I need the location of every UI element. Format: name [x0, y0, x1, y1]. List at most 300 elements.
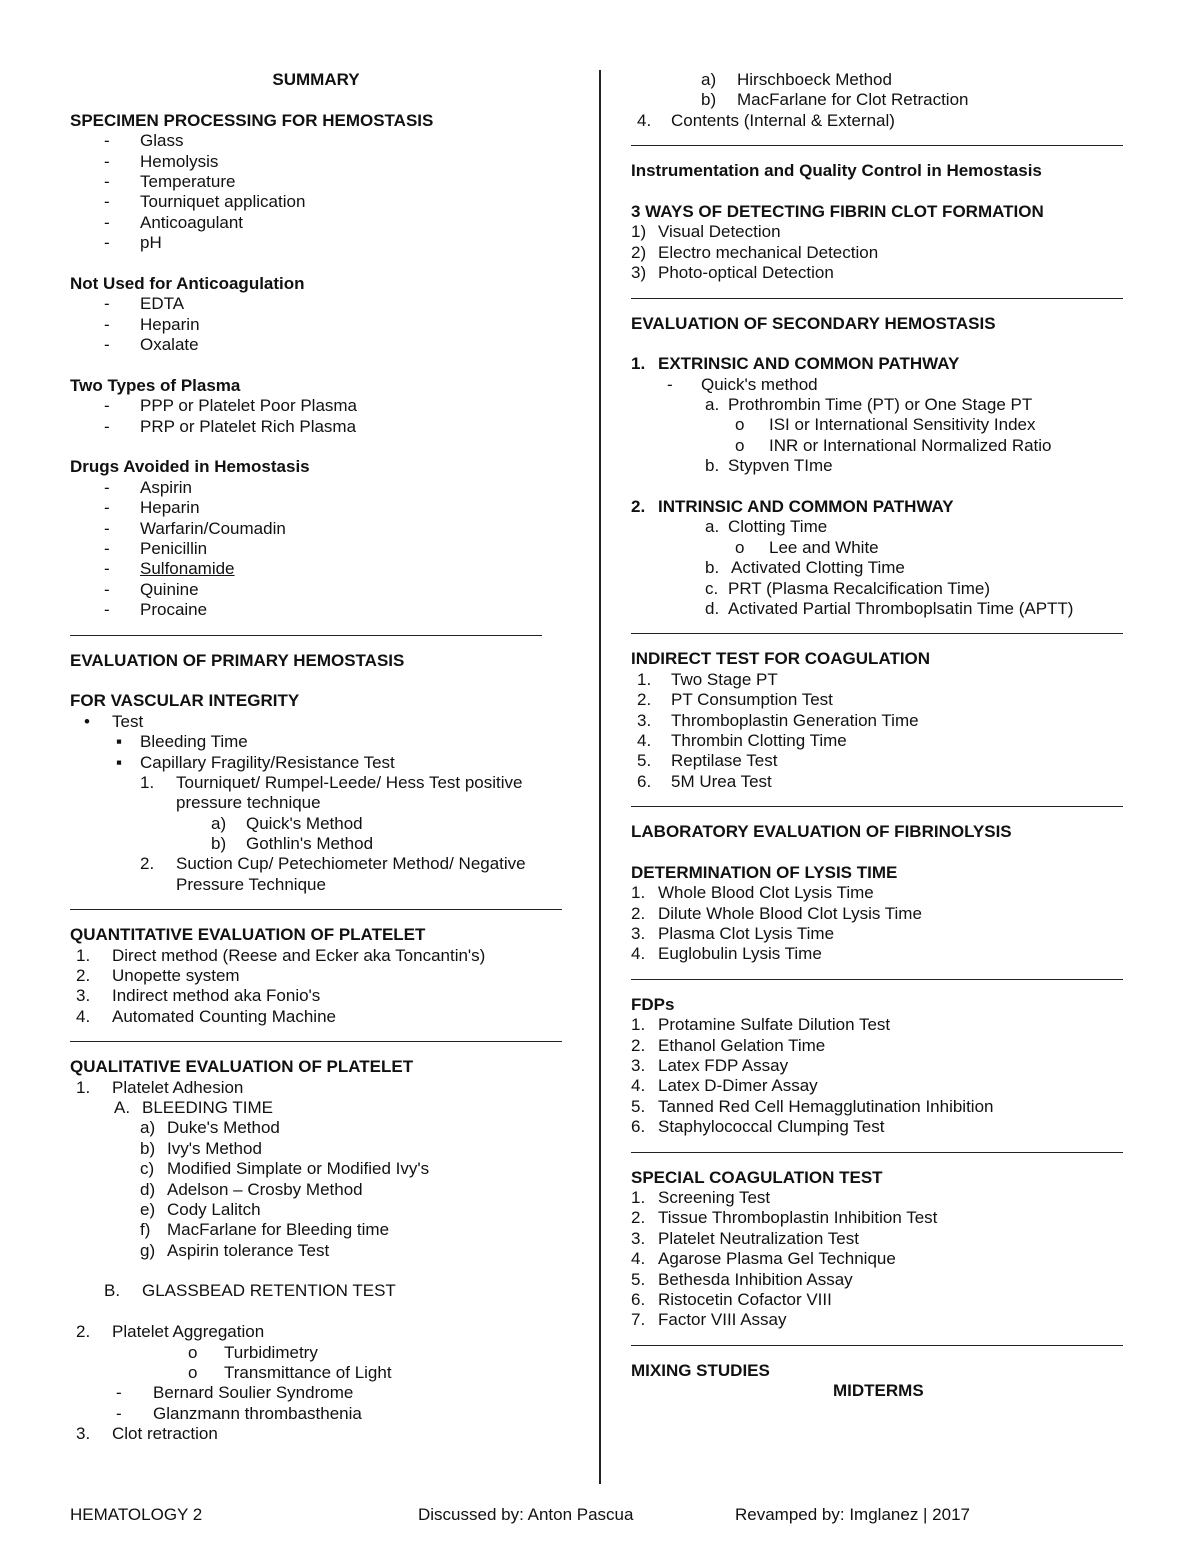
list-item — [70, 1343, 562, 1363]
list-item-text: Latex D-Dimer Assay — [658, 1076, 818, 1096]
section-heading — [631, 1168, 1123, 1188]
section-heading-text: DETERMINATION OF LYSIS TIME — [631, 862, 898, 882]
list-item-text: Aspirin tolerance Test — [167, 1240, 330, 1260]
list-item-text: Penicillin — [140, 538, 208, 558]
list-item-text: Automated Counting Machine — [112, 1006, 336, 1026]
section-heading-text: Not Used for Anticoagulation — [70, 273, 305, 293]
list-item — [70, 213, 562, 233]
list-item — [70, 1159, 562, 1179]
list-item — [631, 1188, 1123, 1208]
list-item — [70, 1363, 562, 1383]
list-item-text: PT Consumption Test — [671, 690, 833, 710]
section-divider — [631, 1138, 1123, 1168]
list-marker: - — [104, 396, 110, 416]
list-marker: 2. — [76, 1322, 91, 1342]
list-marker: 4. — [631, 1076, 646, 1096]
list-item — [70, 1139, 562, 1159]
list-marker: o — [735, 435, 745, 455]
list-item — [631, 1015, 1123, 1035]
list-item — [70, 417, 562, 437]
list-item — [70, 1007, 562, 1027]
list-marker: 3. — [76, 1424, 91, 1444]
list-item — [70, 131, 562, 151]
list-item-text: Aspirin — [140, 477, 192, 497]
section-heading — [631, 202, 1123, 222]
list-marker: 2. — [631, 903, 646, 923]
list-item-text: Test — [112, 711, 144, 731]
list-item-text: Warfarin/Coumadin — [140, 518, 286, 538]
list-item — [70, 233, 562, 253]
right-column — [631, 70, 1123, 1401]
list-item-text: Two Stage PT — [671, 669, 778, 689]
list-item — [631, 1117, 1123, 1137]
list-marker: - — [104, 294, 110, 314]
list-item-text: Tissue Thromboplastin Inhibition Test — [658, 1208, 938, 1228]
list-marker: 5. — [631, 1269, 646, 1289]
list-marker: 1) — [631, 222, 647, 242]
list-item — [631, 772, 1123, 792]
list-marker: b. — [705, 456, 720, 476]
sub-heading — [631, 354, 1123, 374]
list-marker: 4. — [637, 730, 652, 750]
text-line-text: GLASSBEAD RETENTION TEST — [142, 1281, 396, 1301]
spacer — [70, 90, 562, 110]
list-marker: - — [116, 1383, 122, 1403]
list-item-text: Quinine — [140, 579, 199, 599]
list-marker: 5. — [637, 751, 652, 771]
list-item — [631, 904, 1123, 924]
spacer — [631, 182, 1123, 202]
spacer — [631, 843, 1123, 863]
list-item-text: Oxalate — [140, 335, 199, 355]
text-line-text: Lee and White — [769, 537, 879, 557]
text-line-text: pressure technique — [176, 793, 321, 813]
section-heading — [631, 649, 1123, 669]
list-item-text: ISI or International Sensitivity Index — [769, 415, 1036, 435]
list-item-text: Ivy's Method — [167, 1138, 262, 1158]
section-divider — [70, 895, 562, 925]
text-line-text: Stypven TIme — [728, 456, 833, 476]
list-item — [70, 580, 562, 600]
list-item-text: PRP or Platelet Rich Plasma — [140, 416, 357, 436]
list-marker: - — [104, 538, 110, 558]
list-marker: - — [104, 335, 110, 355]
list-item — [631, 1270, 1123, 1290]
list-item-text: Visual Detection — [658, 222, 781, 242]
list-marker: ▪ — [116, 732, 123, 752]
list-marker: a. — [705, 517, 720, 537]
list-marker: o — [735, 537, 745, 557]
list-item — [631, 1229, 1123, 1249]
list-item-text: Bernard Soulier Syndrome — [153, 1383, 354, 1403]
list-item-text: Anticoagulant — [140, 212, 244, 232]
list-item-text: Heparin — [140, 314, 200, 334]
text-line — [70, 875, 562, 895]
list-item — [70, 712, 562, 732]
section-heading-text: 3 WAYS OF DETECTING FIBRIN CLOT FORMATION — [631, 201, 1044, 221]
list-item — [631, 670, 1123, 690]
list-marker: - — [667, 374, 673, 394]
list-item — [631, 924, 1123, 944]
list-item-text: Quick's Method — [246, 813, 363, 833]
list-item-text: EDTA — [140, 294, 185, 314]
section-heading — [631, 822, 1123, 842]
list-item — [631, 944, 1123, 964]
list-marker: b) — [140, 1138, 156, 1158]
section-heading-text: Drugs Avoided in Hemostasis — [70, 457, 310, 477]
text-line-text: Suction Cup/ Petechiometer Method/ Negative — [176, 854, 526, 874]
sub-heading-text: FOR VASCULAR INTEGRITY — [70, 691, 300, 711]
list-item — [70, 498, 562, 518]
list-marker: b) — [701, 90, 717, 110]
list-marker: 1. — [637, 669, 652, 689]
text-line — [70, 1322, 562, 1342]
list-marker: 1. — [140, 772, 155, 792]
text-line — [631, 558, 1123, 578]
list-item — [631, 1036, 1123, 1056]
section-heading — [631, 1361, 1123, 1381]
list-marker: a) — [211, 813, 227, 833]
list-marker: 3. — [631, 1228, 646, 1248]
list-item-text: Hirschboeck Method — [737, 70, 892, 89]
list-item-text: Glanzmann thrombasthenia — [153, 1403, 362, 1423]
list-item — [70, 1404, 562, 1424]
list-marker: 3. — [637, 710, 652, 730]
section-heading-text: FDPs — [631, 994, 675, 1014]
page-title — [70, 70, 562, 90]
list-marker: 3) — [631, 263, 647, 283]
text-line-text: Tourniquet/ Rumpel-Leede/ Hess Test positive — [176, 772, 523, 792]
section-heading — [631, 995, 1123, 1015]
text-line — [70, 1098, 562, 1118]
spacer — [70, 1261, 562, 1281]
list-item — [70, 1180, 562, 1200]
list-item-text: Factor VIII Assay — [658, 1310, 787, 1330]
list-marker: 1. — [631, 1187, 646, 1207]
text-line-text: PRT (Plasma Recalcification Time) — [728, 578, 991, 598]
list-item — [631, 436, 1123, 456]
section-heading-text: QUANTITATIVE EVALUATION OF PLATELET — [70, 925, 426, 945]
list-marker: - — [104, 518, 110, 538]
list-marker: 1. — [76, 1077, 91, 1097]
list-marker: - — [104, 498, 110, 518]
list-item — [70, 1118, 562, 1138]
list-item — [631, 751, 1123, 771]
list-item — [631, 1290, 1123, 1310]
list-marker: - — [116, 1403, 122, 1423]
exam-label-text: MIDTERMS — [833, 1381, 924, 1401]
sub-heading-text: EXTRINSIC AND COMMON PATHWAY — [658, 354, 960, 374]
list-item — [70, 1383, 562, 1403]
section-heading — [70, 651, 562, 671]
text-line — [70, 854, 562, 874]
list-item — [70, 986, 562, 1006]
list-marker: - — [104, 579, 110, 599]
list-marker: - — [104, 131, 110, 151]
section-heading — [70, 111, 562, 131]
list-item-text: Screening Test — [658, 1187, 771, 1207]
section-divider — [631, 131, 1123, 161]
spacer — [70, 355, 562, 375]
list-marker: a) — [140, 1118, 156, 1138]
list-marker: 1. — [76, 945, 91, 965]
list-item-text: Sulfonamide — [140, 559, 235, 579]
list-item — [70, 1200, 562, 1220]
list-marker: 3. — [631, 924, 646, 944]
list-item-text: Transmittance of Light — [224, 1363, 392, 1383]
section-heading-text: Two Types of Plasma — [70, 375, 241, 395]
text-line — [70, 793, 562, 813]
list-item-text: Thromboplastin Generation Time — [671, 710, 919, 730]
list-marker: 1. — [631, 883, 646, 903]
text-line — [631, 538, 1123, 558]
list-marker: 2. — [631, 497, 646, 517]
spacer — [70, 437, 562, 457]
list-item-text: Bethesda Inhibition Assay — [658, 1269, 853, 1289]
list-marker: • — [84, 711, 90, 731]
section-heading — [631, 161, 1123, 181]
list-marker: 4. — [637, 110, 652, 130]
list-marker: b. — [705, 558, 720, 578]
sub-heading — [70, 691, 562, 711]
section-heading — [631, 314, 1123, 334]
section-heading-text: EVALUATION OF PRIMARY HEMOSTASIS — [70, 650, 405, 670]
list-item — [631, 70, 1123, 90]
list-item-text: Duke's Method — [167, 1118, 280, 1138]
list-marker: 3. — [631, 1056, 646, 1076]
text-line-text: Activated Clotting Time — [731, 558, 905, 578]
list-item-text: Temperature — [140, 171, 236, 191]
list-item — [70, 1241, 562, 1261]
spacer — [631, 334, 1123, 354]
list-item-text: Gothlin's Method — [246, 834, 374, 854]
list-item-text: PPP or Platelet Poor Plasma — [140, 396, 358, 416]
list-item — [631, 1097, 1123, 1117]
list-item — [631, 1310, 1123, 1330]
section-heading — [631, 863, 1123, 883]
list-item — [631, 731, 1123, 751]
list-item — [70, 814, 562, 834]
list-marker: e) — [140, 1199, 156, 1219]
spacer — [70, 1302, 562, 1322]
list-item-text: Indirect method aka Fonio's — [112, 986, 321, 1006]
text-line-text: Clotting Time — [728, 517, 828, 537]
list-item-text: MacFarlane for Bleeding time — [167, 1220, 390, 1240]
text-line-text: Pressure Technique — [176, 874, 326, 894]
list-item — [70, 396, 562, 416]
list-item — [70, 539, 562, 559]
list-item-text: 5M Urea Test — [671, 771, 772, 791]
section-divider — [631, 1331, 1123, 1361]
list-marker: a) — [701, 70, 717, 89]
list-marker: - — [104, 477, 110, 497]
list-item — [631, 1249, 1123, 1269]
list-marker: o — [188, 1363, 198, 1383]
column-divider — [599, 70, 601, 1484]
list-item-text: Whole Blood Clot Lysis Time — [658, 883, 874, 903]
spacer — [631, 477, 1123, 497]
page-title-text: SUMMARY — [272, 70, 360, 89]
section-divider — [631, 792, 1123, 822]
list-item — [70, 172, 562, 192]
list-item — [70, 478, 562, 498]
text-line — [70, 1424, 562, 1444]
section-heading-text: SPECIMEN PROCESSING FOR HEMOSTASIS — [70, 110, 434, 130]
left-column — [70, 70, 562, 1445]
text-line — [631, 456, 1123, 476]
list-item-text: Modified Simplate or Modified Ivy's — [167, 1159, 430, 1179]
list-marker: - — [104, 416, 110, 436]
list-item — [70, 192, 562, 212]
list-marker: A. — [114, 1097, 131, 1117]
list-marker: 2. — [140, 854, 155, 874]
list-item — [70, 519, 562, 539]
list-item — [70, 966, 562, 986]
section-divider — [631, 284, 1123, 314]
text-line-text: Platelet Aggregation — [112, 1322, 265, 1342]
list-marker: - — [104, 212, 110, 232]
text-line-text: Platelet Adhesion — [112, 1077, 244, 1097]
exam-label — [631, 1381, 1123, 1401]
list-marker: ▪ — [116, 752, 123, 772]
list-item-text: Unopette system — [112, 966, 240, 986]
section-heading — [70, 925, 562, 945]
list-item-text: Electro mechanical Detection — [658, 242, 879, 262]
section-heading — [70, 1057, 562, 1077]
list-marker: B. — [104, 1281, 121, 1301]
list-marker: 2. — [631, 1035, 646, 1055]
text-line — [70, 773, 562, 793]
text-line — [631, 517, 1123, 537]
section-divider — [631, 619, 1123, 649]
list-marker: - — [104, 559, 110, 579]
list-marker: - — [104, 600, 110, 620]
footer-course: HEMATOLOGY 2 — [70, 1505, 203, 1524]
section-heading-text: LABORATORY EVALUATION OF FIBRINOLYSIS — [631, 822, 1012, 842]
list-marker: c. — [705, 578, 719, 598]
list-item — [70, 946, 562, 966]
section-heading — [70, 457, 562, 477]
list-item-text: Thrombin Clotting Time — [671, 730, 847, 750]
text-line-text: Clot retraction — [112, 1424, 218, 1444]
list-item-text: Photo-optical Detection — [658, 263, 834, 283]
list-item — [631, 243, 1123, 263]
list-item-text: Ristocetin Cofactor VIII — [658, 1289, 832, 1309]
list-item — [70, 753, 562, 773]
list-item — [631, 90, 1123, 110]
list-marker: 2) — [631, 242, 647, 262]
text-line — [70, 1078, 562, 1098]
list-item-text: INR or International Normalized Ratio — [769, 435, 1052, 455]
section-divider — [70, 621, 562, 651]
list-item — [70, 152, 562, 172]
list-item — [70, 294, 562, 314]
section-heading — [70, 376, 562, 396]
list-marker: b) — [211, 834, 227, 854]
list-item-text: Turbidimetry — [224, 1342, 318, 1362]
list-item — [631, 883, 1123, 903]
list-item — [70, 335, 562, 355]
list-item — [631, 711, 1123, 731]
list-marker: 2. — [631, 1208, 646, 1228]
list-marker: f) — [140, 1220, 151, 1240]
list-marker: o — [735, 415, 745, 435]
list-item-text: Agarose Plasma Gel Technique — [658, 1249, 896, 1269]
list-item-text: Tourniquet application — [140, 192, 306, 212]
text-line — [70, 1281, 562, 1301]
list-item — [631, 222, 1123, 242]
list-item-text: Glass — [140, 131, 184, 151]
list-item — [70, 600, 562, 620]
list-marker: 7. — [631, 1310, 646, 1330]
list-item-text: Euglobulin Lysis Time — [658, 944, 822, 964]
text-line-text: Activated Partial Thromboplsatin Time (APTT) — [728, 598, 1074, 618]
list-item-text: Adelson – Crosby Method — [167, 1179, 363, 1199]
text-line — [631, 375, 1123, 395]
text-line-text: BLEEDING TIME — [142, 1097, 273, 1117]
list-marker: 2. — [76, 966, 91, 986]
list-item — [631, 1056, 1123, 1076]
list-item-text: MacFarlane for Clot Retraction — [737, 90, 969, 110]
text-line-text: Prothrombin Time (PT) or One Stage PT — [728, 395, 1033, 415]
list-marker: 6. — [631, 1289, 646, 1309]
list-marker: 6. — [637, 771, 652, 791]
text-line — [631, 395, 1123, 415]
list-item — [631, 1076, 1123, 1096]
footer-discussed-by: Discussed by: Anton Pascua — [418, 1505, 634, 1524]
list-item-text: Heparin — [140, 498, 200, 518]
sub-heading — [631, 497, 1123, 517]
list-marker: 4. — [76, 1006, 91, 1026]
list-marker: - — [104, 171, 110, 191]
list-item-text: pH — [140, 233, 162, 253]
list-marker: g) — [140, 1240, 156, 1260]
list-item — [70, 834, 562, 854]
sub-heading-text: INTRINSIC AND COMMON PATHWAY — [658, 497, 954, 517]
spacer — [70, 254, 562, 274]
list-item-text: Reptilase Test — [671, 751, 778, 771]
list-marker: 6. — [631, 1117, 646, 1137]
section-heading-text: INDIRECT TEST FOR COAGULATION — [631, 649, 931, 669]
list-item — [70, 559, 562, 579]
text-line — [631, 599, 1123, 619]
list-item-text: Dilute Whole Blood Clot Lysis Time — [658, 903, 922, 923]
list-item-text: Tanned Red Cell Hemagglutination Inhibition — [658, 1096, 994, 1116]
text-line-text: Quick's method — [701, 374, 818, 394]
list-item — [70, 315, 562, 335]
spacer — [70, 671, 562, 691]
section-heading-text: QUALITATIVE EVALUATION OF PLATELET — [70, 1057, 414, 1077]
list-item — [70, 1220, 562, 1240]
list-item-text: Cody Lalitch — [167, 1199, 261, 1219]
list-marker: 3. — [76, 986, 91, 1006]
list-marker: d) — [140, 1179, 156, 1199]
list-item-text: Plasma Clot Lysis Time — [658, 924, 835, 944]
list-marker: 5. — [631, 1096, 646, 1116]
text-line — [631, 111, 1123, 131]
list-item-text: Staphylococcal Clumping Test — [658, 1117, 885, 1137]
text-line-text: Contents (Internal & External) — [671, 110, 895, 130]
list-marker: 2. — [637, 690, 652, 710]
section-heading-text: Instrumentation and Quality Control in Hemostasis — [631, 161, 1042, 181]
section-divider — [631, 965, 1123, 995]
list-marker: 4. — [631, 1249, 646, 1269]
list-marker: - — [104, 233, 110, 253]
list-item-text: Platelet Neutralization Test — [658, 1228, 859, 1248]
list-item-text: Protamine Sulfate Dilution Test — [658, 1015, 891, 1035]
section-heading — [70, 274, 562, 294]
section-heading-text: SPECIAL COAGULATION TEST — [631, 1167, 883, 1187]
